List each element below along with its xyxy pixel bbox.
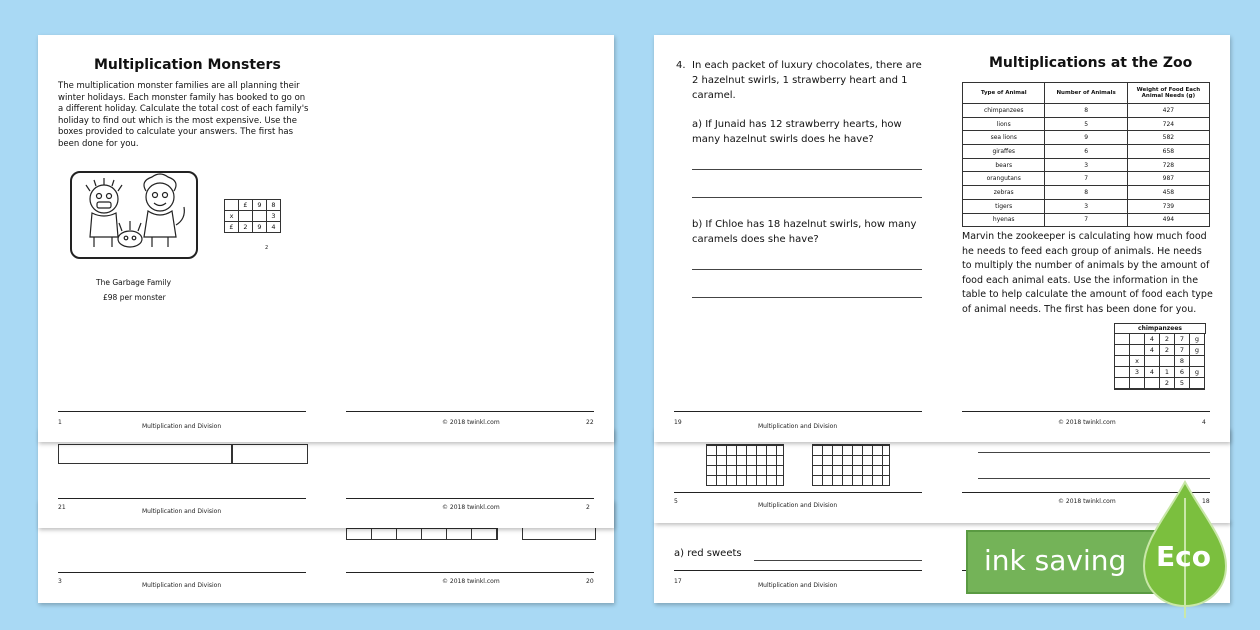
page-number-left: 19 [674, 419, 682, 426]
monster-illustration [70, 171, 198, 259]
table-row: orangutans 7 987 [963, 172, 1210, 186]
footer-topic: Multiplication and Division [758, 502, 838, 509]
footer-topic: Multiplication and Division [758, 582, 838, 589]
footer-copyright: © 2018 twinkl.com [1058, 498, 1116, 505]
intro-paragraph: The multiplication monster families are all planning their winter holidays. Each monster family has booked to go on a different holiday. Calculate the total cost of each family's holiday to find out which is the most expensive. Use the boxes provided to calculate your answers. The first has been done for you. [58, 81, 309, 149]
grid-cell: 4 [267, 222, 281, 233]
page-number-left: 21 [58, 504, 66, 511]
ink-saving-label: ink saving [984, 544, 1127, 577]
eco-label: Eco [1156, 540, 1211, 573]
table-row: hyenas 7 494 [963, 213, 1210, 227]
page-number-right: 2 [586, 504, 590, 511]
grid-cell: £ [225, 222, 239, 233]
table-header: Type of Animal [963, 83, 1045, 104]
answer-box [522, 526, 596, 540]
question-4-intro: In each packet of luxury chocolates, there are 2 hazelnut swirls, 1 strawberry heart and 1 caramel. [692, 60, 922, 101]
page-title: Multiplication Monsters [94, 57, 281, 73]
grid-cell: x [225, 211, 239, 222]
page-number-left: 1 [58, 419, 62, 426]
family-price: £98 per monster [103, 293, 166, 302]
grid-cell [225, 200, 239, 211]
footer-topic: Multiplication and Division [142, 508, 222, 515]
footer-topic: Multiplication and Division [142, 423, 222, 430]
page-number-left: 5 [674, 498, 678, 505]
page-number-right: 20 [586, 578, 594, 585]
left-sheet-back-1 [38, 428, 614, 528]
calculation-grid [224, 199, 281, 233]
left-sheet-front [38, 35, 614, 442]
zoo-table [962, 82, 1210, 227]
carry-digit: 2 [265, 245, 269, 251]
grid-cell: 9 [253, 222, 267, 233]
page-number-right: 22 [586, 419, 594, 426]
table-row: giraffes 6 658 [963, 145, 1210, 159]
red-sweets-label: a) red sweets [674, 548, 742, 559]
page-number-right: 18 [1202, 498, 1210, 505]
table-row: zebras 8 458 [963, 186, 1210, 200]
grid-cell: 9 [253, 200, 267, 211]
grid-cell [239, 211, 253, 222]
digit-boxes [346, 528, 498, 540]
grid-cell [253, 211, 267, 222]
table-row: tigers 3 739 [963, 199, 1210, 213]
footer-copyright: © 2018 twinkl.com [442, 578, 500, 585]
page-number-left: 17 [674, 578, 682, 585]
right-sheet-front [654, 35, 1230, 442]
grid-cell: £ [239, 200, 253, 211]
table-header: Number of Animals [1045, 83, 1127, 104]
zoo-title: Multiplications at the Zoo [989, 55, 1193, 71]
table-header: Weight of Food Each Animal Needs (g) [1127, 83, 1209, 104]
grid-cell: 8 [267, 200, 281, 211]
working-grid [706, 444, 784, 486]
table-row: chimpanzees 8 427 [963, 104, 1210, 118]
footer-copyright: © 2018 twinkl.com [1058, 419, 1116, 426]
table-row: bears 3 728 [963, 158, 1210, 172]
answer-box-long [58, 444, 232, 464]
question-4b: b) If Chloe has 18 hazelnut swirls, how many caramels does she have? [692, 219, 917, 245]
answer-box-short [232, 444, 308, 464]
question-number: 4. [676, 60, 686, 71]
page-number-right: 4 [1202, 419, 1206, 426]
footer-topic: Multiplication and Division [142, 582, 222, 589]
footer-copyright: © 2018 twinkl.com [442, 504, 500, 511]
chimpanzee-grid: 4 2 7 g 4 2 7 g x 8 3 4 1 6 g 2 5 [1114, 333, 1205, 390]
grid-title: chimpanzees [1114, 323, 1206, 334]
zoo-paragraph: Marvin the zookeeper is calculating how much food he needs to feed each group of animals. He needs to multiply the number of animals by the amount of food each animal eats. Use the information in the table to help calculate the amount of food each type of animal needs. The first has been done for you. [962, 231, 1213, 315]
grid-cell: 2 [239, 222, 253, 233]
page-number-left: 3 [58, 578, 62, 585]
question-4a: a) If Junaid has 12 strawberry hearts, how many hazelnut swirls does he have? [692, 119, 902, 145]
grid-cell: 3 [267, 211, 281, 222]
footer-topic: Multiplication and Division [758, 423, 838, 430]
working-grid [812, 444, 890, 486]
family-name: The Garbage Family [96, 278, 172, 287]
footer-copyright: © 2018 twinkl.com [442, 419, 500, 426]
table-row: lions 5 724 [963, 117, 1210, 131]
table-row: sea lions 9 582 [963, 131, 1210, 145]
